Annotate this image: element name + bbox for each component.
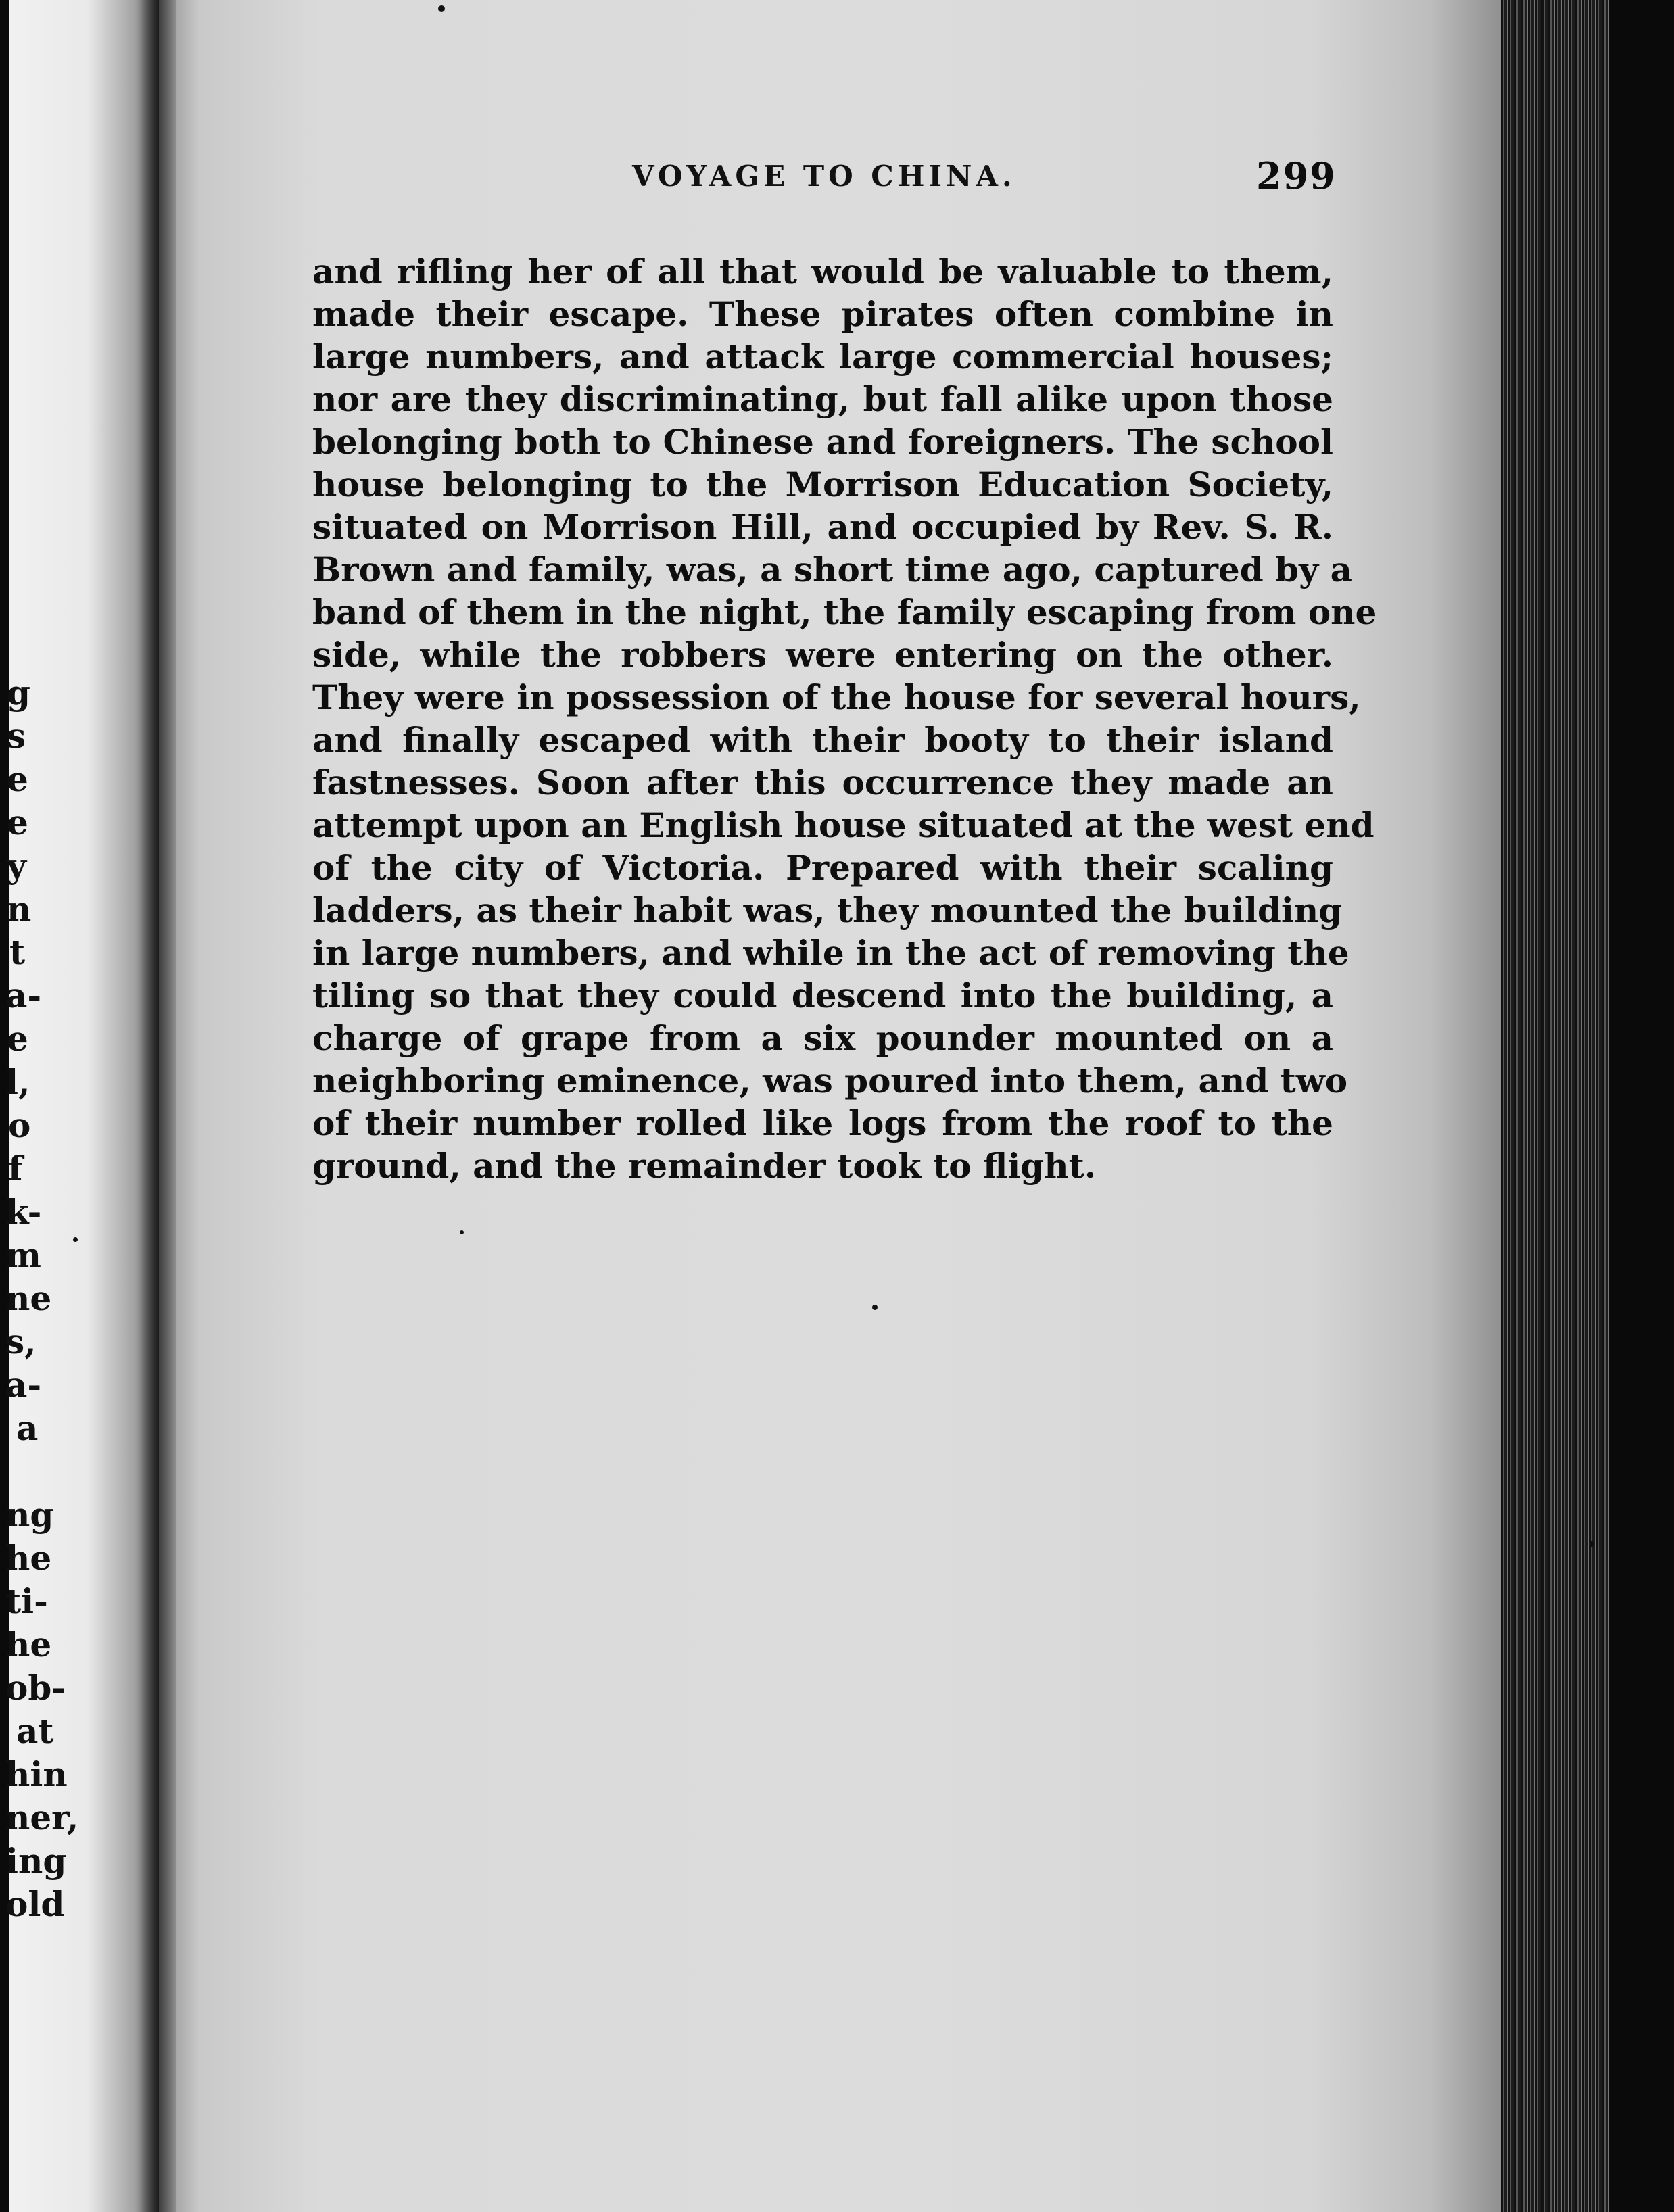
text-line: situated on Morrison Hill, and occupied by Rev. S. R. [312, 507, 1333, 547]
scan-speck [73, 1237, 78, 1242]
fragment: k- [5, 1192, 42, 1232]
fragment: a- [5, 976, 42, 1015]
text-line: ladders, as their habit was, they mounted the building [312, 890, 1343, 930]
text-line: fastnesses. Soon after this occurrence they made an [312, 763, 1333, 802]
fragment: ng [5, 1495, 54, 1535]
scan-speck [1589, 1541, 1594, 1547]
page-body-text [312, 250, 1377, 1187]
text-line: ground, and the remainder took to flight. [312, 1146, 1097, 1186]
text-line: and finally escaped with their booty to their island [312, 720, 1333, 760]
text-line: They were in possession of the house for several hours, [312, 677, 1361, 717]
text-line: of the city of Victoria. Prepared with their scaling [312, 848, 1333, 888]
fragment: s [7, 716, 26, 756]
fragment: l, [5, 1062, 30, 1102]
fragment: g [7, 673, 30, 713]
fragment: s, [5, 1322, 37, 1362]
fragment: ti- [5, 1581, 48, 1621]
fragment: ner, [5, 1798, 79, 1837]
fragment: a- [5, 1365, 42, 1405]
text-line: in large numbers, and while in the act of removing the [312, 933, 1349, 973]
fragment: ing [5, 1841, 67, 1881]
scan-speck [460, 1230, 464, 1234]
fragment: o [8, 1105, 31, 1145]
fragment: e [7, 802, 28, 842]
text-line: attempt upon an English house situated at the west end [312, 805, 1374, 845]
fragment: y [7, 846, 27, 886]
fragment: hin [5, 1754, 68, 1794]
fragment: f [8, 1149, 23, 1188]
text-line: side, while the robbers were entering on the other. [312, 635, 1333, 675]
fragment: at [16, 1711, 54, 1751]
fragment: he [5, 1538, 52, 1578]
text-line: Brown and family, was, a short time ago, captured by a [312, 550, 1352, 590]
fragment: e [7, 1019, 28, 1059]
scan-right-border [1609, 0, 1674, 2212]
text-line: and rifling her of all that would be valuable to them, [312, 251, 1333, 291]
fragment: m [5, 1235, 41, 1275]
fragment: old [5, 1884, 65, 1924]
text-line: band of them in the night, the family escaping from one [312, 592, 1377, 632]
running-head: VOYAGE TO CHINA. [632, 160, 1016, 193]
binding-gutter-shadow [135, 0, 176, 2212]
scan-speck [872, 1305, 878, 1310]
text-line: house belonging to the Morrison Education Society, [312, 464, 1333, 504]
text-line: made their escape. These pirates often combine in [312, 294, 1333, 334]
fragment: e [7, 759, 28, 799]
text-line: tiling so that they could descend into the building, a [312, 976, 1333, 1015]
fragment: ob- [5, 1668, 66, 1708]
scan-speck [438, 5, 445, 12]
text-line: charge of grape from a six pounder mounted on a [312, 1018, 1333, 1058]
fragment: a [16, 1408, 39, 1448]
fragment: n [7, 889, 32, 929]
text-line: large numbers, and attack large commercial houses; [312, 337, 1333, 377]
text-line: of their number rolled like logs from the roof to the [312, 1103, 1333, 1143]
fragment: t [9, 932, 26, 972]
text-line: nor are they discriminating, but fall alike upon those [312, 379, 1333, 419]
text-line: belonging both to Chinese and foreigners. The school [312, 422, 1333, 462]
fragment: he [5, 1625, 52, 1664]
text-line: neighboring eminence, was poured into them, and two [312, 1061, 1348, 1101]
fragment: ne [5, 1278, 52, 1318]
page-number: 299 [1256, 154, 1337, 197]
